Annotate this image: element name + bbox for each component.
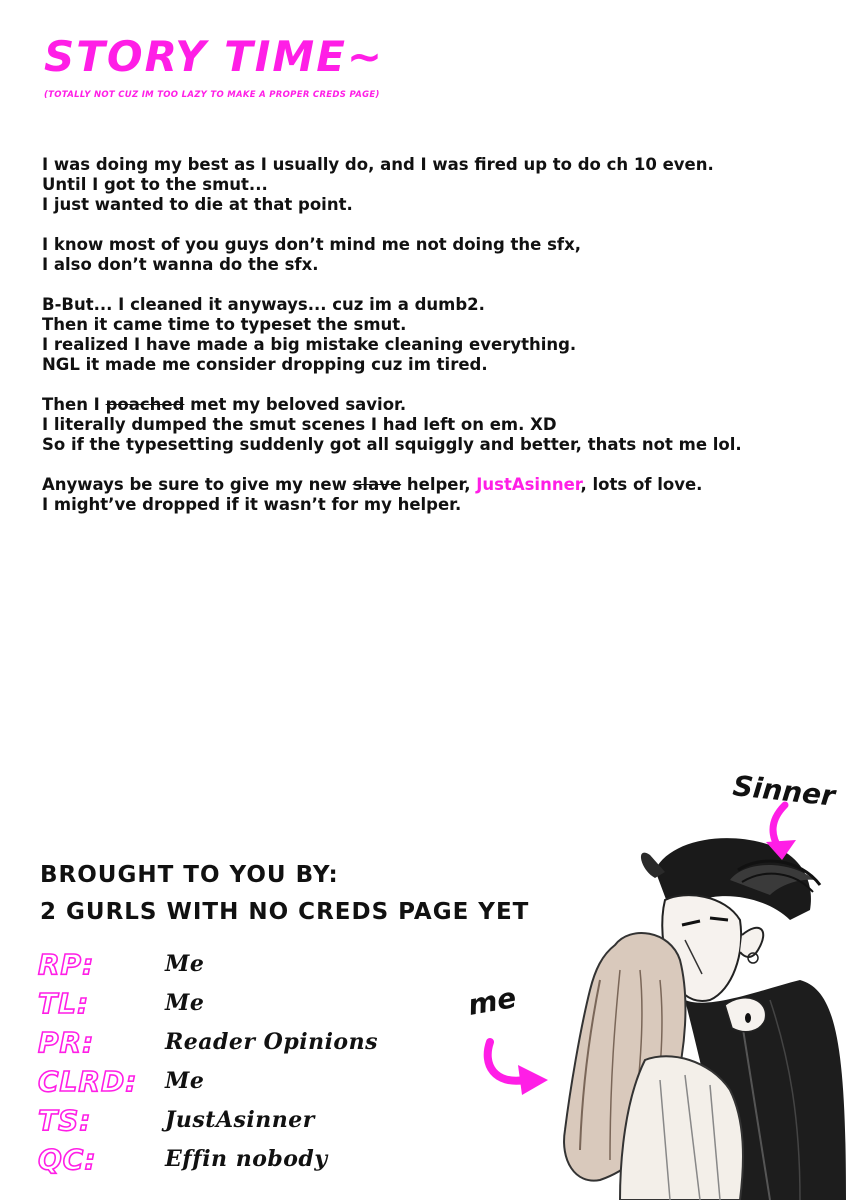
role-value: Effin nobody xyxy=(165,1146,328,1172)
label-me: me xyxy=(470,981,519,1022)
page-title: STORY TIME~ xyxy=(44,32,385,81)
story-text-segment: , lots of love. xyxy=(580,475,703,494)
story-text-segment: met my beloved savior. xyxy=(184,395,407,414)
story-line: I realized I have made a big mistake cleaning everything. xyxy=(42,335,577,354)
story-line: I might’ve dropped if it wasn’t for my helper. xyxy=(42,495,462,514)
story-line: I just wanted to die at that point. xyxy=(42,195,353,214)
artwork-illustration xyxy=(470,760,846,1200)
story-line xyxy=(42,395,822,415)
credits-subheading: 2 GURLS WITH NO CREDS PAGE YET xyxy=(40,899,530,925)
role-value: Me xyxy=(165,1068,205,1094)
role-value: Me xyxy=(165,990,205,1016)
story-text xyxy=(42,155,822,515)
story-line: I literally dumped the smut scenes I had left on em. XD xyxy=(42,415,557,434)
role-label: TL: xyxy=(38,987,90,1020)
helper-name: JustAsinner xyxy=(476,475,581,494)
story-line: Then it came time to typeset the smut. xyxy=(42,315,407,334)
story-line: Until I got to the smut... xyxy=(42,175,268,194)
role-label: CLRD: xyxy=(38,1065,138,1098)
story-line: B-But... I cleaned it anyways... cuz im a dumb2. xyxy=(42,295,485,314)
story-text-segment: Anyways be sure to give my new xyxy=(42,475,353,494)
struck-word: poached xyxy=(105,395,185,414)
character-artwork xyxy=(470,760,846,1200)
role-label: QC: xyxy=(38,1143,97,1176)
story-text-segment: helper, xyxy=(401,475,477,494)
role-value: Me xyxy=(165,951,205,977)
story-line: I know most of you guys don’t mind me not doing the sfx, xyxy=(42,235,581,254)
role-value: JustAsinner xyxy=(165,1107,315,1133)
story-line: So if the typesetting suddenly got all squiggly and better, thats not me lol. xyxy=(42,435,742,454)
role-value: Reader Opinions xyxy=(165,1029,378,1055)
credits-heading: BROUGHT TO YOU BY: xyxy=(40,862,339,888)
label-sinner: Sinner xyxy=(731,769,837,813)
role-label: RP: xyxy=(38,948,95,981)
struck-word: slave xyxy=(352,475,402,494)
role-label: TS: xyxy=(38,1104,92,1137)
page-subtitle: (TOTALLY NOT CUZ IM TOO LAZY TO MAKE A PROPER CREDS PAGE) xyxy=(44,90,380,100)
story-line xyxy=(42,475,822,495)
story-text-segment: Then I xyxy=(42,395,106,414)
story-line: NGL it made me consider dropping cuz im tired. xyxy=(42,355,488,374)
role-label: PR: xyxy=(38,1026,95,1059)
story-line: I also don’t wanna do the sfx. xyxy=(42,255,319,274)
story-line: I was doing my best as I usually do, and I was fired up to do ch 10 even. xyxy=(42,155,714,174)
